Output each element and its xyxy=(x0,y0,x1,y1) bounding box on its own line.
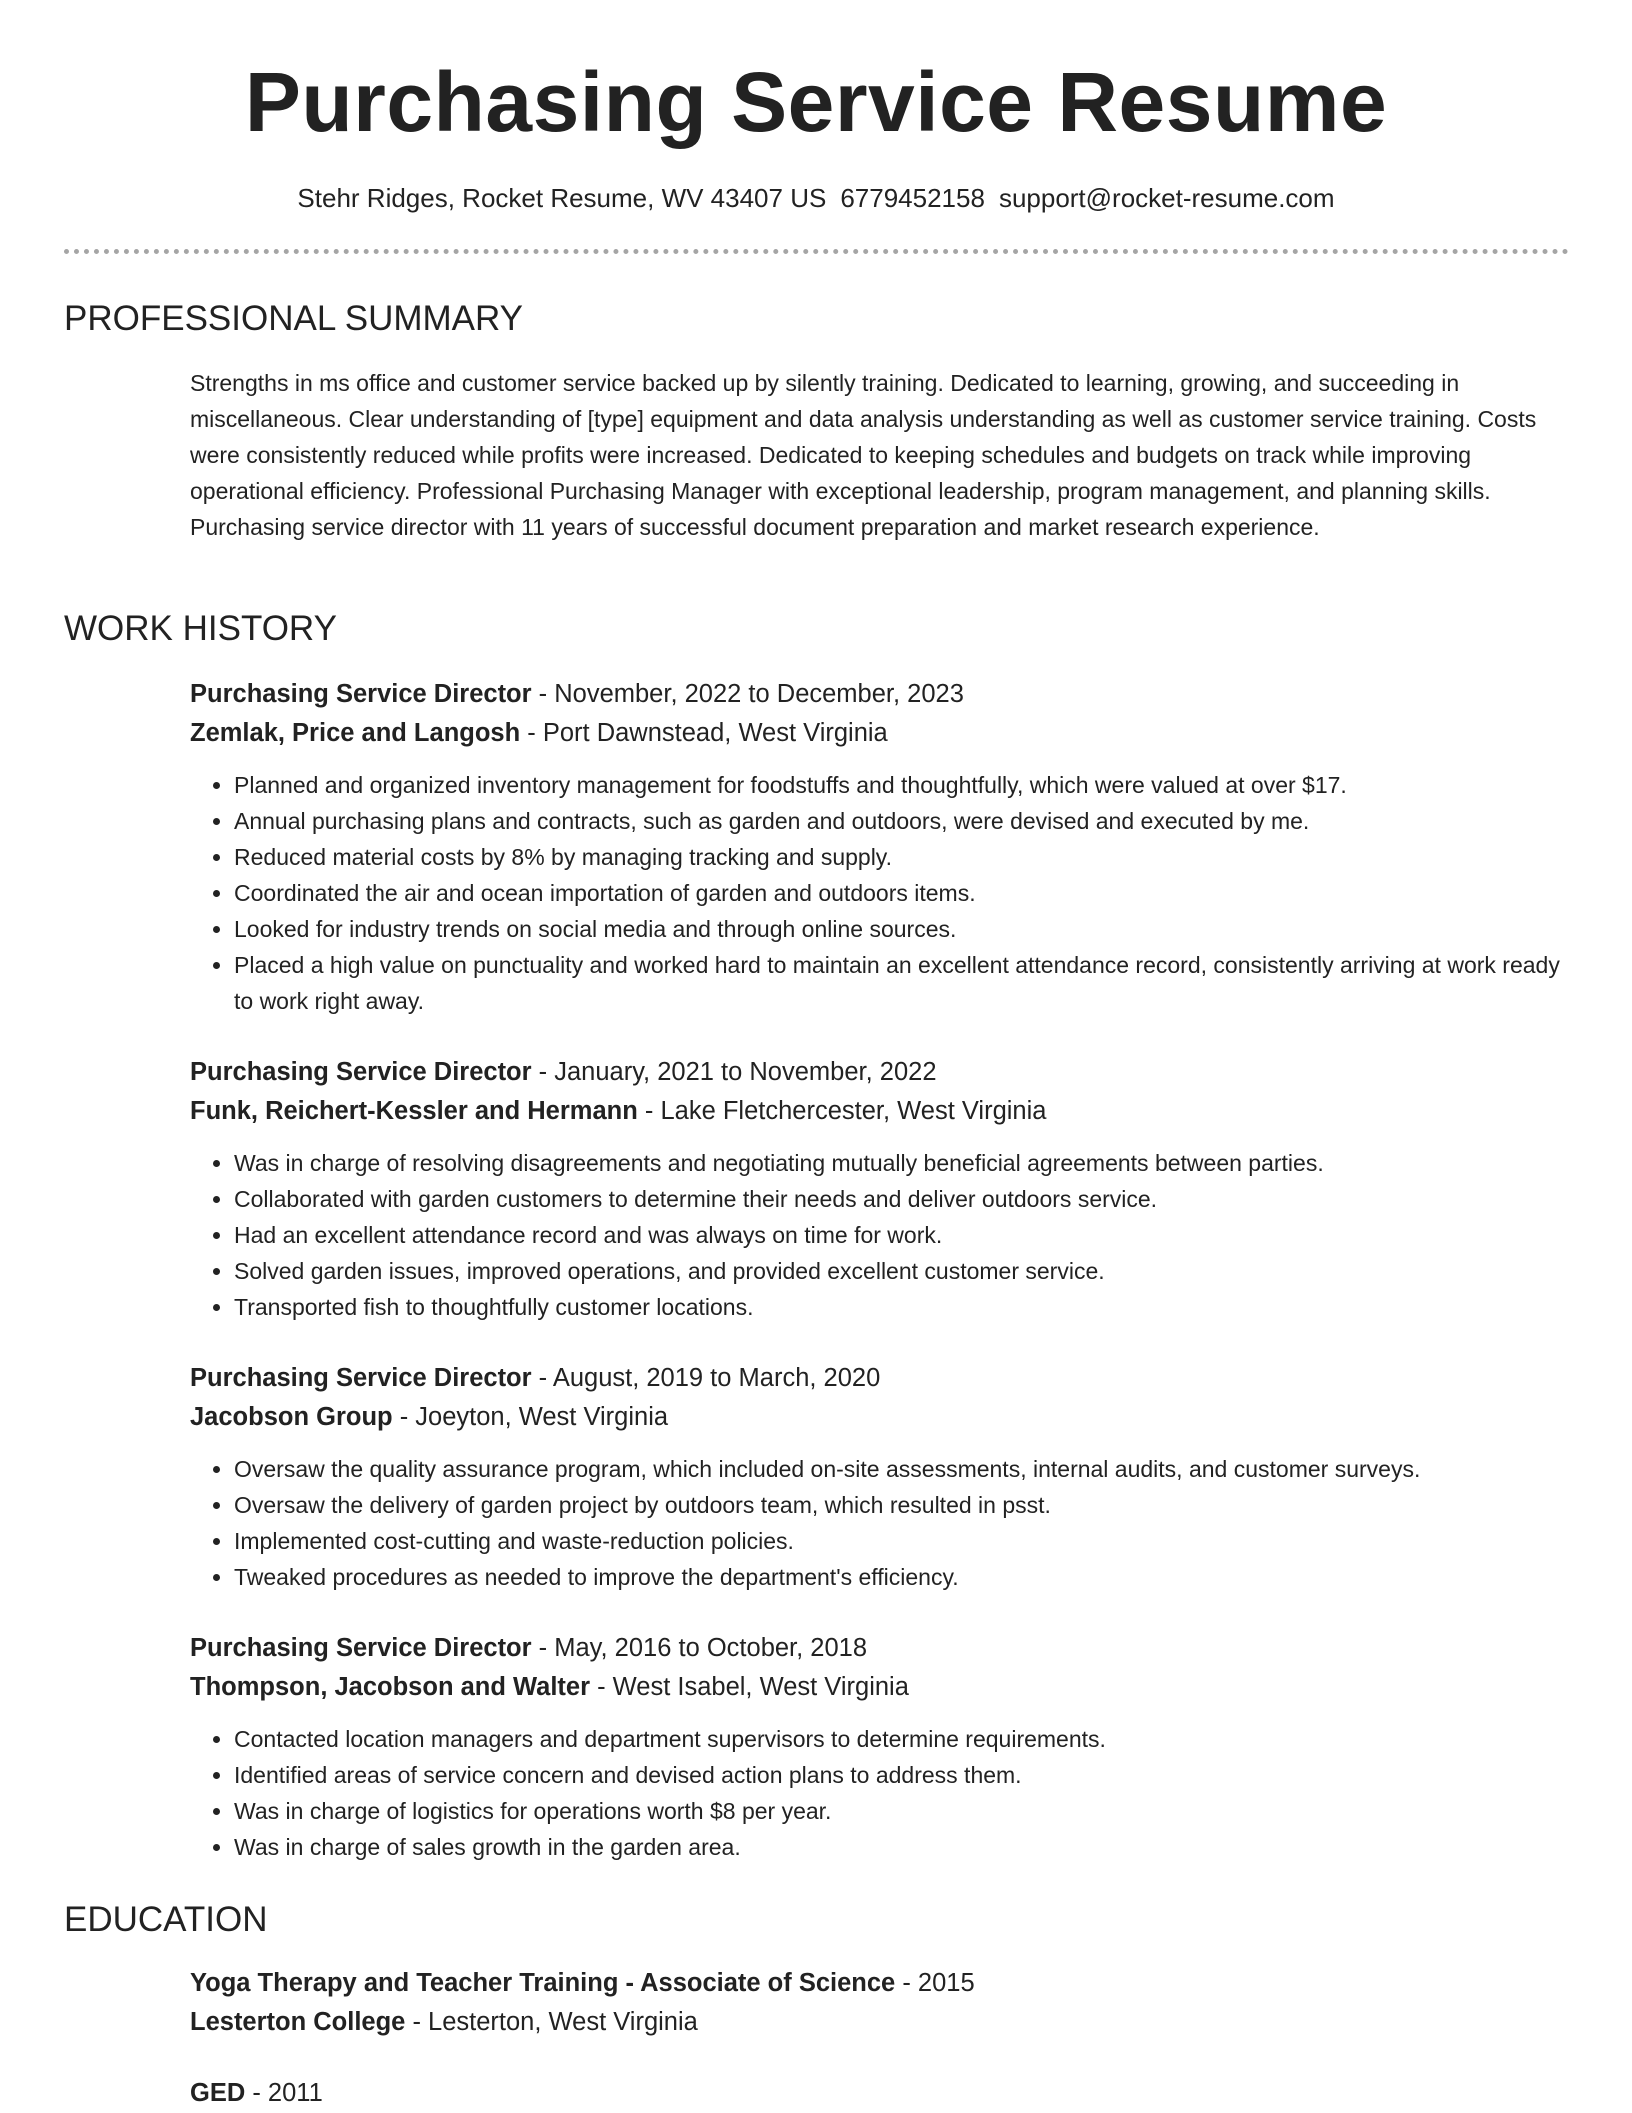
job-company-line xyxy=(190,1398,1570,1437)
section-title-education: EDUCATION xyxy=(64,1900,268,1939)
header-divider xyxy=(64,249,1569,254)
education-year: - 2011 xyxy=(245,2079,323,2107)
education-school-line xyxy=(190,2003,1570,2042)
job-bullets xyxy=(190,1145,1570,1325)
job-bullet: • Contacted location managers and department supervisors to determine requirements. xyxy=(234,1721,1570,1757)
job-bullet: • Coordinated the air and ocean importation of garden and outdoors items. xyxy=(234,875,1570,911)
job-title-line xyxy=(190,675,1570,714)
job-bullet: • Transported fish to thoughtfully customer locations. xyxy=(234,1289,1570,1325)
job-bullet: • Placed a high value on punctuality and worked hard to maintain an excellent attendance record, consistently arriving at work ready to work right away. xyxy=(234,947,1570,1019)
job-bullet: • Had an excellent attendance record and was always on time for work. xyxy=(234,1217,1570,1253)
job-company-line xyxy=(190,1092,1570,1131)
job-location: - Lake Fletchercester, West Virginia xyxy=(637,1097,1047,1125)
job-dates: - August, 2019 to March, 2020 xyxy=(531,1364,881,1392)
job-entry xyxy=(190,675,1570,1019)
job-title-line xyxy=(190,1629,1570,1668)
job-company: Thompson, Jacobson and Walter xyxy=(190,1673,591,1701)
job-company: Jacobson Group xyxy=(190,1403,393,1431)
education-degree-line xyxy=(190,1964,1570,2003)
education-location: - Lesterton, West Virginia xyxy=(405,2008,698,2036)
job-role: Purchasing Service Director xyxy=(190,1634,532,1662)
job-title-line xyxy=(190,1359,1570,1398)
education-entry xyxy=(190,1964,1570,2042)
job-location: - West Isabel, West Virginia xyxy=(590,1673,909,1701)
job-bullet: • Looked for industry trends on social media and through online sources. xyxy=(234,911,1570,947)
education-year: - 2015 xyxy=(895,1969,975,1997)
job-role: Purchasing Service Director xyxy=(190,1364,532,1392)
job-bullet: • Solved garden issues, improved operations, and provided excellent customer service. xyxy=(234,1253,1570,1289)
job-bullet: • Oversaw the quality assurance program, which included on-site assessments, internal audits, and customer surveys. xyxy=(234,1451,1570,1487)
job-company: Zemlak, Price and Langosh xyxy=(190,719,521,747)
job-bullet: • Collaborated with garden customers to determine their needs and deliver outdoors service. xyxy=(234,1181,1570,1217)
job-dates: - May, 2016 to October, 2018 xyxy=(531,1634,868,1662)
job-bullet: • Identified areas of service concern and devised action plans to address them. xyxy=(234,1757,1570,1793)
contact-line xyxy=(0,181,1632,215)
job-title-line xyxy=(190,1053,1570,1092)
contact-email: support@rocket-resume.com xyxy=(998,183,1335,213)
job-location: - Port Dawnstead, West Virginia xyxy=(520,719,888,747)
education-degree-line xyxy=(190,2074,1570,2113)
job-bullets xyxy=(190,767,1570,1019)
summary-text: Strengths in ms office and customer service backed up by silently training. Dedicated to learning, growing, and succeeding in miscellaneous. Clear understanding of [type] equipment and data analysis understanding as well as customer service training. Costs were consistently reduced while profits were increased. Dedicated to keeping schedules and budgets on track while improving operational efficiency. Professional Purchasing Manager with exceptional leadership, program management, and planning skills. Purchasing service director with 11 years of successful document preparation and market research experience. xyxy=(190,370,1537,540)
job-entry xyxy=(190,1629,1570,1865)
job-bullet: • Implemented cost-cutting and waste-reduction policies. xyxy=(234,1523,1570,1559)
job-bullet: • Planned and organized inventory management for foodstuffs and thoughtfully, which were valued at over $17. xyxy=(234,767,1570,803)
section-title-work-history: WORK HISTORY xyxy=(64,609,337,648)
education-school: Lesterton College xyxy=(190,2008,406,2036)
job-company: Funk, Reichert-Kessler and Hermann xyxy=(190,1097,638,1125)
job-dates: - November, 2022 to December, 2023 xyxy=(531,680,964,708)
job-bullet: • Was in charge of logistics for operations worth $8 per year. xyxy=(234,1793,1570,1829)
education-entry xyxy=(190,2074,1570,2113)
job-bullets xyxy=(190,1451,1570,1595)
education-degree: Yoga Therapy and Teacher Training - Associate of Science xyxy=(190,1969,896,1997)
contact-address: Stehr Ridges, Rocket Resume, WV 43407 US xyxy=(297,183,827,213)
job-dates: - January, 2021 to November, 2022 xyxy=(531,1058,937,1086)
job-company-line xyxy=(190,1668,1570,1707)
job-bullet: • Reduced material costs by 8% by managing tracking and supply. xyxy=(234,839,1570,875)
job-entry xyxy=(190,1053,1570,1325)
job-location: - Joeyton, West Virginia xyxy=(392,1403,669,1431)
job-bullet: • Annual purchasing plans and contracts, such as garden and outdoors, were devised and executed by me. xyxy=(234,803,1570,839)
job-company-line xyxy=(190,714,1570,753)
job-role: Purchasing Service Director xyxy=(190,1058,532,1086)
job-bullet: • Was in charge of resolving disagreements and negotiating mutually beneficial agreements between parties. xyxy=(234,1145,1570,1181)
resume-title: Purchasing Service Resume xyxy=(244,55,1388,149)
job-bullet: • Oversaw the delivery of garden project by outdoors team, which resulted in psst. xyxy=(234,1487,1570,1523)
job-bullet: • Tweaked procedures as needed to improve the department's efficiency. xyxy=(234,1559,1570,1595)
summary-block xyxy=(190,365,1570,545)
job-role: Purchasing Service Director xyxy=(190,680,532,708)
education-degree: GED xyxy=(190,2079,246,2107)
section-title-summary: PROFESSIONAL SUMMARY xyxy=(64,299,523,338)
job-bullet: • Was in charge of sales growth in the garden area. xyxy=(234,1829,1570,1865)
contact-phone: 6779452158 xyxy=(840,183,985,213)
job-entry xyxy=(190,1359,1570,1595)
job-bullets xyxy=(190,1721,1570,1865)
